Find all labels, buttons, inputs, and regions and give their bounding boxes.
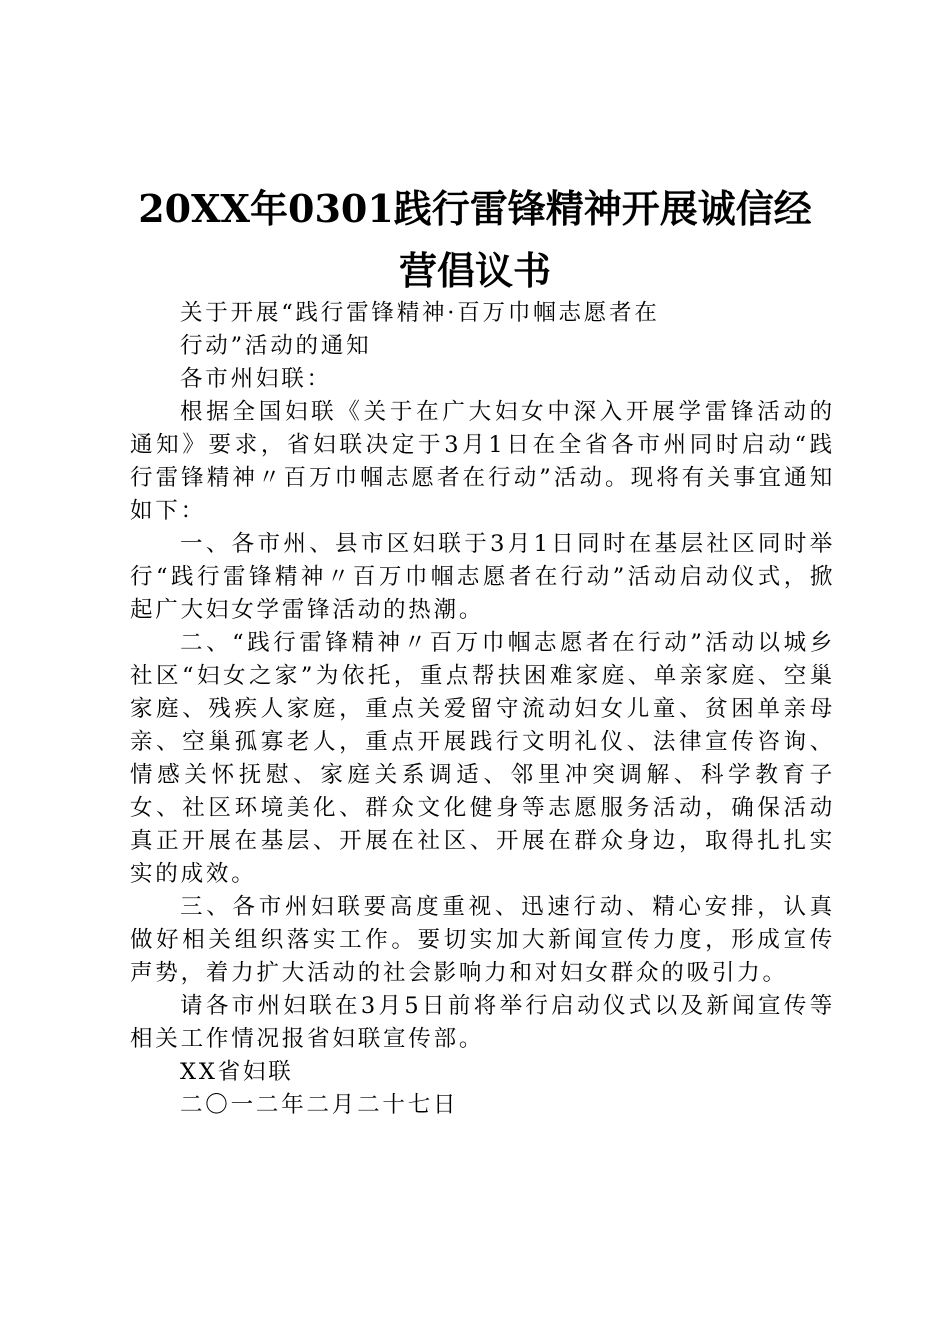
paragraph-item-1: 一、各市州、县市区妇联于3月1日同时在基层社区同时举行“践行雷锋精神〃百万巾帼志愿者在行动”活动启动仪式，掀起广大妇女学雷锋活动的热潮。 xyxy=(130,531,835,623)
paragraph-closing: 请各市州妇联在3月5日前将举行启动仪式以及新闻宣传等相关工作情况报省妇联宣传部。 xyxy=(130,993,835,1052)
document-title: 20XX年0301践行雷锋精神开展诚信经营倡议书 xyxy=(138,186,812,293)
document-date: 二〇一二年二月二十七日 xyxy=(180,1092,459,1118)
document-body xyxy=(130,297,835,1122)
notice-subtitle-line-1: 关于开展“践行雷锋精神·百万巾帼志愿者在 xyxy=(180,300,660,326)
paragraph-item-3: 三、各市州妇联要高度重视、迅速行动、精心安排，认真做好相关组织落实工作。要切实加大新闻宣传力度，形成宣传声势，着力扩大活动的社会影响力和对妇女群众的吸引力。 xyxy=(130,894,835,986)
salutation: 各市州妇联： xyxy=(180,366,332,392)
paragraph-intro: 根据全国妇联《关于在广大妇女中深入开展学雷锋活动的通知》要求，省妇联决定于3月1日在全省各市州同时启动“践行雷锋精神〃百万巾帼志愿者在行动”活动。现将有关事宜通知如下： xyxy=(130,399,835,524)
signature: XX省妇联 xyxy=(180,1059,294,1085)
notice-subtitle-line-2: 行动”活动的通知 xyxy=(180,333,372,359)
paragraph-item-2: 二、“践行雷锋精神〃百万巾帼志愿者在行动”活动以城乡社区“妇女之家”为依托，重点帮扶困难家庭、单亲家庭、空巢家庭、残疾人家庭，重点关爱留守流动妇女儿童、贫困单亲母亲、空巢孤寡老人，重点开展践行文明礼仪、法律宣传咨询、情感关怀抚慰、家庭关系调适、邻里冲突调解、科学教育子女、社区环境美化、群众文化健身等志愿服务活动，确保活动真正开展在基层、开展在社区、开展在群众身边，取得扎扎实实的成效。 xyxy=(130,630,835,887)
